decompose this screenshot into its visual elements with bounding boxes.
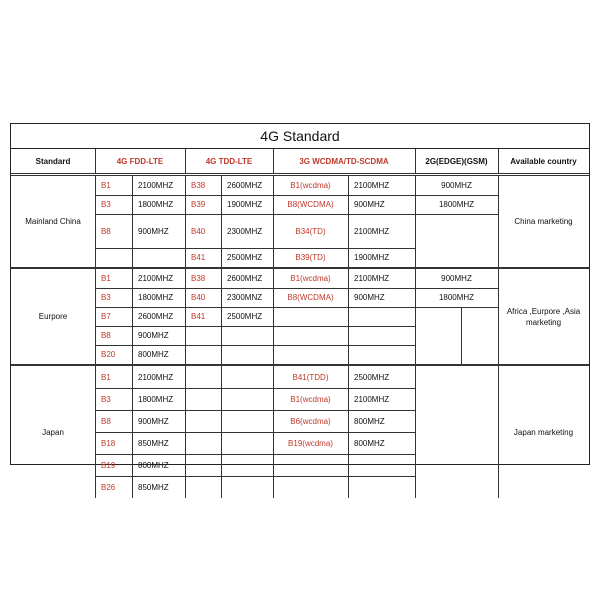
tdd-freq: 2300MHZ (227, 226, 263, 236)
g3-freq: 2100MHZ (354, 274, 390, 283)
region-country: China marketing (514, 217, 573, 226)
tdd-band: B40 (191, 293, 206, 302)
grid-line (221, 269, 222, 364)
grid-line (95, 214, 415, 215)
fdd-band: B3 (101, 200, 111, 209)
fdd-freq: 850MHZ (138, 438, 169, 448)
header-tdd: 4G TDD-LTE (205, 157, 253, 166)
region-name: Mainland China (25, 217, 81, 226)
fdd-freq: 900MHZ (138, 226, 169, 236)
grid-line (95, 388, 415, 389)
region-name: Eurpore (38, 312, 68, 321)
g2-freq: 1800MHZ (438, 293, 475, 302)
grid-line (415, 149, 416, 174)
grid-line (95, 345, 415, 346)
g3-band: B34(TD) (295, 226, 326, 236)
tdd-freq: 2300MNZ (227, 293, 263, 302)
g3-band: B8(WCDMA) (287, 200, 334, 209)
tdd-band: B39 (191, 200, 206, 209)
grid-line (95, 176, 96, 267)
grid-line (273, 149, 274, 174)
grid-line (461, 307, 462, 364)
grid-line (415, 307, 498, 308)
header-standard: Standard (35, 157, 71, 166)
header-3g: 3G WCDMA/TD-SCDMA (299, 157, 389, 166)
g3-band: B1(wcdma) (290, 181, 331, 190)
grid-line (132, 269, 133, 364)
band-table (10, 123, 590, 492)
grid-line (11, 173, 589, 174)
fdd-band: B8 (101, 331, 111, 340)
g3-band: B6(wcdma) (290, 416, 331, 426)
fdd-freq: 1800MHZ (138, 394, 174, 404)
tdd-band: B38 (191, 274, 206, 283)
grid-line (415, 269, 416, 364)
fdd-band: B8 (101, 226, 111, 236)
g3-band: B39(TD) (295, 253, 326, 262)
fdd-band: B26 (101, 482, 116, 492)
fdd-band: B8 (101, 416, 111, 426)
grid-line (95, 288, 415, 289)
grid-line (95, 149, 96, 174)
fdd-freq: 1800MHZ (138, 200, 174, 209)
grid-line (273, 269, 274, 364)
grid-line (415, 214, 498, 215)
fdd-freq: 2100MHZ (138, 274, 174, 283)
grid-line (95, 366, 96, 498)
grid-line (415, 366, 416, 498)
tdd-band: B41 (191, 312, 206, 321)
grid-line (415, 288, 498, 289)
grid-line (498, 269, 499, 364)
g3-freq: 800MHZ (354, 438, 385, 448)
grid-line (95, 326, 415, 327)
fdd-freq: 2100MHZ (138, 372, 174, 382)
fdd-band: B1 (101, 181, 111, 190)
tdd-freq: 2500MHZ (227, 312, 263, 321)
tdd-band: B38 (191, 181, 206, 190)
grid-line (95, 307, 415, 308)
grid-line (415, 195, 498, 196)
region-country: Japan marketing (513, 427, 574, 437)
fdd-freq: 800MHZ (138, 460, 169, 470)
g3-band: B19(wcdma) (288, 438, 333, 448)
grid-line (221, 176, 222, 267)
fdd-freq: 2600MHZ (138, 312, 174, 321)
grid-line (185, 176, 186, 267)
fdd-band: B19 (101, 460, 116, 470)
region-country: Africa ,Eurpore ,Asia marketing (506, 306, 581, 327)
g3-freq: 1900MHZ (354, 253, 390, 262)
region-name: Japan (42, 427, 64, 437)
g3-freq: 900MHZ (354, 293, 385, 302)
fdd-band: B3 (101, 394, 111, 404)
g3-freq: 900MHZ (354, 200, 385, 209)
tdd-freq: 1900MHZ (227, 200, 263, 209)
grid-line (95, 454, 415, 455)
g2-freq: 900MHZ (441, 181, 472, 190)
header-country: Available country (510, 157, 577, 166)
grid-line (95, 269, 96, 364)
fdd-band: B1 (101, 274, 111, 283)
fdd-band: B3 (101, 293, 111, 302)
grid-line (132, 366, 133, 498)
grid-line (348, 176, 349, 267)
g3-freq: 2100MHZ (354, 394, 390, 404)
grid-line (415, 176, 416, 267)
g2-freq: 900MHZ (441, 274, 472, 283)
table-title: 4G Standard (11, 124, 589, 149)
fdd-freq: 900MHZ (138, 416, 169, 426)
fdd-freq: 1800MHZ (138, 293, 174, 302)
header-fdd: 4G FDD-LTE (116, 157, 164, 166)
fdd-freq: 850MHZ (138, 482, 169, 492)
grid-line (185, 269, 186, 364)
grid-line (185, 366, 186, 498)
tdd-freq: 2500MHZ (227, 253, 263, 262)
fdd-freq: 2100MHZ (138, 181, 174, 190)
g3-band: B1(wcdma) (290, 274, 331, 283)
grid-line (95, 195, 415, 196)
grid-line (95, 476, 415, 477)
grid-line (348, 269, 349, 364)
g3-band: B8(WCDMA) (287, 293, 334, 302)
tdd-freq: 2600MHZ (227, 274, 263, 283)
g3-band: B41(TDD) (292, 372, 329, 382)
g2-freq: 1800MHZ (438, 200, 475, 209)
grid-line (95, 248, 415, 249)
g3-freq: 800MHZ (354, 416, 385, 426)
grid-line (273, 366, 274, 498)
grid-line (185, 149, 186, 174)
g3-freq: 2500MHZ (354, 372, 390, 382)
tdd-band: B41 (191, 253, 206, 262)
fdd-band: B18 (101, 438, 116, 448)
g3-band: B1(wcdma) (290, 394, 331, 404)
tdd-freq: 2600MHZ (227, 181, 263, 190)
grid-line (498, 176, 499, 267)
fdd-freq: 900MHZ (138, 331, 169, 340)
fdd-freq: 800MHZ (138, 350, 169, 359)
grid-line (498, 149, 499, 174)
fdd-band: B20 (101, 350, 116, 359)
grid-line (498, 366, 499, 498)
g3-freq: 2100MHZ (354, 226, 390, 236)
tdd-band: B40 (191, 226, 206, 236)
grid-line (95, 410, 415, 411)
grid-line (273, 176, 274, 267)
fdd-band: B7 (101, 312, 111, 321)
header-2g: 2G(EDGE)(GSM) (425, 157, 488, 166)
grid-line (348, 366, 349, 498)
fdd-band: B1 (101, 372, 111, 382)
grid-line (95, 432, 415, 433)
grid-line (132, 176, 133, 267)
grid-line (221, 366, 222, 498)
g3-freq: 2100MHZ (354, 181, 390, 190)
